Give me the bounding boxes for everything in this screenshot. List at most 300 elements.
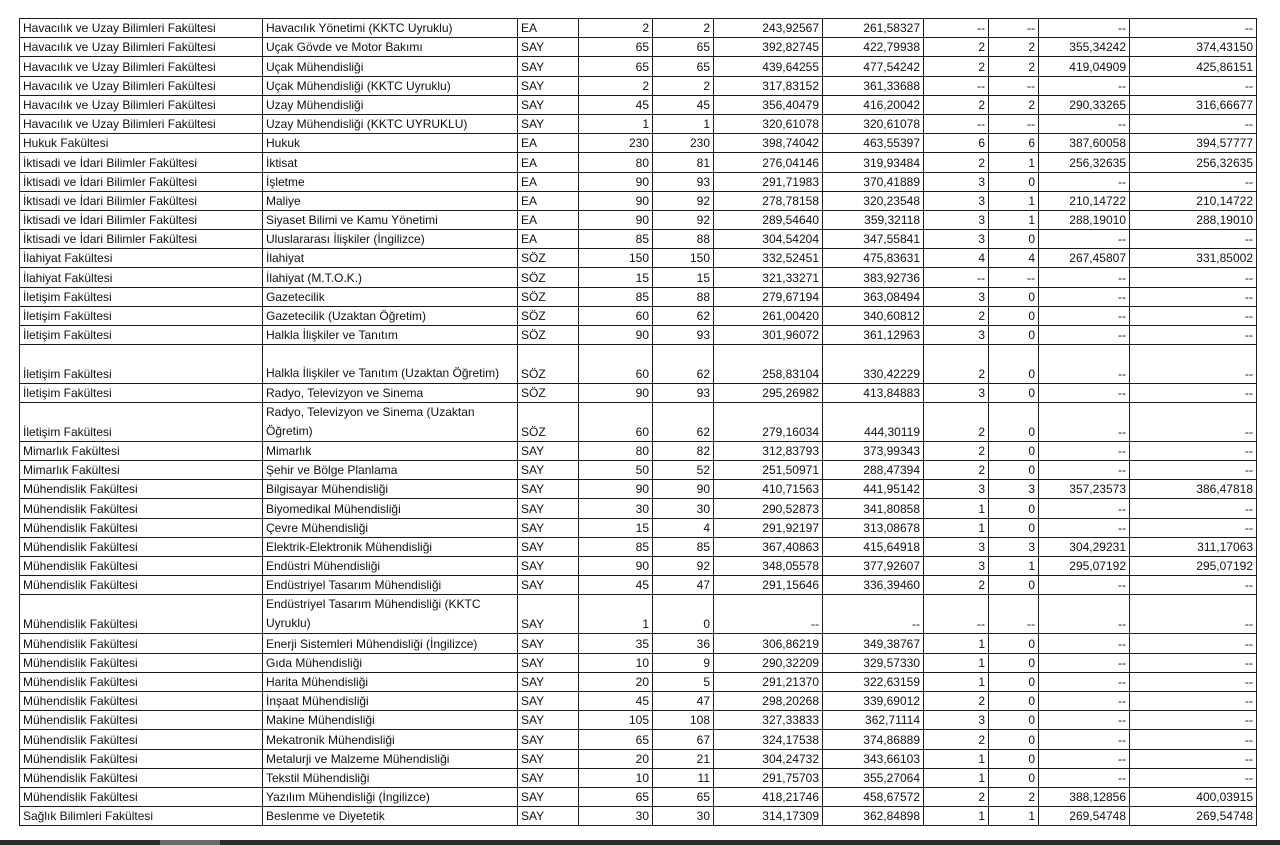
- extra-quota-cell: 3: [924, 191, 989, 210]
- extra-min-score-cell: 419,04909: [1039, 57, 1130, 76]
- max-score-cell: 415,64918: [823, 537, 924, 556]
- extra-min-score-cell: 290,33265: [1039, 95, 1130, 114]
- quota-cell: 30: [579, 499, 653, 518]
- program-cell: Enerji Sistemleri Mühendisliği (İngilizce): [263, 634, 518, 653]
- extra-max-score-cell: 425,86151: [1130, 57, 1257, 76]
- extra-min-score-cell: --: [1039, 653, 1130, 672]
- extra-placed-cell: 3: [989, 537, 1039, 556]
- quota-cell: 45: [579, 576, 653, 595]
- quota-cell: 90: [579, 191, 653, 210]
- faculty-cell: Havacılık ve Uzay Bilimleri Fakültesi: [20, 95, 263, 114]
- extra-max-score-cell: --: [1130, 576, 1257, 595]
- faculty-cell: Mimarlık Fakültesi: [20, 461, 263, 480]
- max-score-cell: 370,41889: [823, 172, 924, 191]
- placed-cell: 90: [653, 480, 714, 499]
- placed-cell: 36: [653, 634, 714, 653]
- table-row: [20, 230, 1257, 249]
- quota-cell: 60: [579, 306, 653, 325]
- extra-placed-cell: 4: [989, 249, 1039, 268]
- score-type-cell: SAY: [518, 595, 579, 634]
- extra-quota-cell: 2: [924, 95, 989, 114]
- faculty-cell: Havacılık ve Uzay Bilimleri Fakültesi: [20, 19, 263, 38]
- extra-quota-cell: 2: [924, 787, 989, 806]
- extra-placed-cell: 0: [989, 345, 1039, 384]
- placed-cell: 93: [653, 326, 714, 345]
- program-cell: İktisat: [263, 153, 518, 172]
- extra-quota-cell: 3: [924, 557, 989, 576]
- quota-cell: 45: [579, 95, 653, 114]
- placed-cell: 2: [653, 76, 714, 95]
- table-row: [20, 268, 1257, 287]
- faculty-cell: Mühendislik Fakültesi: [20, 595, 263, 634]
- quota-cell: 85: [579, 230, 653, 249]
- extra-quota-cell: 2: [924, 576, 989, 595]
- extra-max-score-cell: --: [1130, 672, 1257, 691]
- quota-cell: 10: [579, 768, 653, 787]
- table-row: [20, 749, 1257, 768]
- table-row: [20, 807, 1257, 826]
- extra-placed-cell: 0: [989, 634, 1039, 653]
- faculty-cell: İktisadi ve İdari Bilimler Fakültesi: [20, 210, 263, 229]
- extra-quota-cell: 1: [924, 518, 989, 537]
- table-row: [20, 768, 1257, 787]
- max-score-cell: 477,54242: [823, 57, 924, 76]
- placed-cell: 65: [653, 787, 714, 806]
- score-table: [19, 18, 1257, 826]
- score-type-cell: SAY: [518, 634, 579, 653]
- quota-cell: 2: [579, 19, 653, 38]
- extra-quota-cell: 3: [924, 711, 989, 730]
- program-cell: İlahiyat: [263, 249, 518, 268]
- score-type-cell: SÖZ: [518, 383, 579, 402]
- table-row: [20, 345, 1257, 384]
- quota-cell: 35: [579, 634, 653, 653]
- max-score-cell: 339,69012: [823, 691, 924, 710]
- table-row: [20, 557, 1257, 576]
- quota-cell: 1: [579, 595, 653, 634]
- placed-cell: 93: [653, 383, 714, 402]
- extra-placed-cell: 0: [989, 402, 1039, 441]
- extra-min-score-cell: --: [1039, 730, 1130, 749]
- extra-quota-cell: --: [924, 595, 989, 634]
- table-row: [20, 210, 1257, 229]
- placed-cell: 82: [653, 441, 714, 460]
- quota-cell: 90: [579, 383, 653, 402]
- extra-min-score-cell: --: [1039, 114, 1130, 133]
- extra-min-score-cell: 267,45807: [1039, 249, 1130, 268]
- score-type-cell: SÖZ: [518, 402, 579, 441]
- extra-placed-cell: --: [989, 595, 1039, 634]
- program-cell: Endüstri Mühendisliği: [263, 557, 518, 576]
- extra-max-score-cell: --: [1130, 768, 1257, 787]
- extra-quota-cell: 1: [924, 768, 989, 787]
- quota-cell: 65: [579, 38, 653, 57]
- min-score-cell: 291,71983: [714, 172, 823, 191]
- extra-min-score-cell: --: [1039, 268, 1130, 287]
- max-score-cell: 441,95142: [823, 480, 924, 499]
- table-row: [20, 672, 1257, 691]
- max-score-cell: 336,39460: [823, 576, 924, 595]
- quota-cell: 90: [579, 480, 653, 499]
- extra-quota-cell: 2: [924, 57, 989, 76]
- min-score-cell: 317,83152: [714, 76, 823, 95]
- quota-cell: 90: [579, 557, 653, 576]
- min-score-cell: --: [714, 595, 823, 634]
- faculty-cell: Mühendislik Fakültesi: [20, 557, 263, 576]
- program-cell: Uzay Mühendisliği (KKTC UYRUKLU): [263, 114, 518, 133]
- faculty-cell: Mühendislik Fakültesi: [20, 518, 263, 537]
- score-type-cell: SAY: [518, 768, 579, 787]
- extra-max-score-cell: 311,17063: [1130, 537, 1257, 556]
- score-type-cell: SAY: [518, 499, 579, 518]
- table-row: [20, 480, 1257, 499]
- score-type-cell: SÖZ: [518, 306, 579, 325]
- quota-cell: 1: [579, 114, 653, 133]
- quota-cell: 230: [579, 134, 653, 153]
- max-score-cell: 288,47394: [823, 461, 924, 480]
- extra-placed-cell: 0: [989, 749, 1039, 768]
- max-score-cell: 355,27064: [823, 768, 924, 787]
- extra-max-score-cell: 295,07192: [1130, 557, 1257, 576]
- table-row: [20, 19, 1257, 38]
- table-row: [20, 518, 1257, 537]
- extra-max-score-cell: --: [1130, 461, 1257, 480]
- score-type-cell: EA: [518, 210, 579, 229]
- quota-cell: 105: [579, 711, 653, 730]
- placed-cell: 11: [653, 768, 714, 787]
- extra-min-score-cell: --: [1039, 634, 1130, 653]
- min-score-cell: 327,33833: [714, 711, 823, 730]
- extra-max-score-cell: --: [1130, 268, 1257, 287]
- placed-cell: 81: [653, 153, 714, 172]
- placed-cell: 30: [653, 499, 714, 518]
- table-row: [20, 576, 1257, 595]
- score-type-cell: SAY: [518, 653, 579, 672]
- extra-min-score-cell: 304,29231: [1039, 537, 1130, 556]
- program-cell: Maliye: [263, 191, 518, 210]
- table-row: [20, 191, 1257, 210]
- min-score-cell: 301,96072: [714, 326, 823, 345]
- table-row: [20, 326, 1257, 345]
- score-type-cell: SAY: [518, 557, 579, 576]
- extra-placed-cell: 0: [989, 653, 1039, 672]
- score-type-cell: SAY: [518, 114, 579, 133]
- extra-quota-cell: 1: [924, 499, 989, 518]
- score-type-cell: SAY: [518, 787, 579, 806]
- placed-cell: 67: [653, 730, 714, 749]
- extra-min-score-cell: --: [1039, 672, 1130, 691]
- max-score-cell: 444,30119: [823, 402, 924, 441]
- scrollbar-thumb[interactable]: [160, 840, 220, 845]
- min-score-cell: 295,26982: [714, 383, 823, 402]
- extra-quota-cell: 3: [924, 287, 989, 306]
- faculty-cell: İletişim Fakültesi: [20, 306, 263, 325]
- max-score-cell: 322,63159: [823, 672, 924, 691]
- extra-placed-cell: 1: [989, 191, 1039, 210]
- max-score-cell: 361,33688: [823, 76, 924, 95]
- max-score-cell: 349,38767: [823, 634, 924, 653]
- score-type-cell: EA: [518, 134, 579, 153]
- extra-placed-cell: --: [989, 19, 1039, 38]
- extra-max-score-cell: --: [1130, 230, 1257, 249]
- min-score-cell: 321,33271: [714, 268, 823, 287]
- table-row: [20, 787, 1257, 806]
- extra-max-score-cell: --: [1130, 595, 1257, 634]
- min-score-cell: 243,92567: [714, 19, 823, 38]
- program-cell: Uçak Mühendisliği (KKTC Uyruklu): [263, 76, 518, 95]
- min-score-cell: 306,86219: [714, 634, 823, 653]
- faculty-cell: İletişim Fakültesi: [20, 402, 263, 441]
- table-row: [20, 134, 1257, 153]
- program-cell: Halkla İlişkiler ve Tanıtım (Uzaktan Öğretim): [263, 345, 518, 384]
- placed-cell: 4: [653, 518, 714, 537]
- program-cell: Endüstriyel Tasarım Mühendisliği: [263, 576, 518, 595]
- extra-quota-cell: 3: [924, 480, 989, 499]
- faculty-cell: Mühendislik Fakültesi: [20, 480, 263, 499]
- extra-max-score-cell: --: [1130, 306, 1257, 325]
- extra-quota-cell: 3: [924, 537, 989, 556]
- min-score-cell: 418,21746: [714, 787, 823, 806]
- faculty-cell: Mühendislik Fakültesi: [20, 576, 263, 595]
- extra-placed-cell: 2: [989, 38, 1039, 57]
- table-row: [20, 249, 1257, 268]
- faculty-cell: Sağlık Bilimleri Fakültesi: [20, 807, 263, 826]
- max-score-cell: 463,55397: [823, 134, 924, 153]
- faculty-cell: Mühendislik Fakültesi: [20, 730, 263, 749]
- score-type-cell: SAY: [518, 95, 579, 114]
- quota-cell: 15: [579, 518, 653, 537]
- score-type-cell: SÖZ: [518, 249, 579, 268]
- extra-placed-cell: 0: [989, 326, 1039, 345]
- faculty-cell: Mühendislik Fakültesi: [20, 787, 263, 806]
- faculty-cell: Havacılık ve Uzay Bilimleri Fakültesi: [20, 57, 263, 76]
- extra-placed-cell: 0: [989, 499, 1039, 518]
- extra-min-score-cell: --: [1039, 326, 1130, 345]
- extra-placed-cell: 6: [989, 134, 1039, 153]
- extra-min-score-cell: 295,07192: [1039, 557, 1130, 576]
- faculty-cell: İktisadi ve İdari Bilimler Fakültesi: [20, 172, 263, 191]
- extra-placed-cell: 1: [989, 153, 1039, 172]
- extra-max-score-cell: --: [1130, 76, 1257, 95]
- extra-min-score-cell: --: [1039, 518, 1130, 537]
- max-score-cell: 347,55841: [823, 230, 924, 249]
- max-score-cell: 363,08494: [823, 287, 924, 306]
- min-score-cell: 290,32209: [714, 653, 823, 672]
- program-cell: İşletme: [263, 172, 518, 191]
- max-score-cell: 374,86889: [823, 730, 924, 749]
- extra-min-score-cell: --: [1039, 306, 1130, 325]
- extra-min-score-cell: --: [1039, 345, 1130, 384]
- faculty-cell: Mühendislik Fakültesi: [20, 672, 263, 691]
- extra-min-score-cell: --: [1039, 172, 1130, 191]
- table-row: [20, 653, 1257, 672]
- extra-min-score-cell: 288,19010: [1039, 210, 1130, 229]
- max-score-cell: 377,92607: [823, 557, 924, 576]
- extra-max-score-cell: --: [1130, 441, 1257, 460]
- score-type-cell: SAY: [518, 537, 579, 556]
- placed-cell: 88: [653, 287, 714, 306]
- extra-placed-cell: 1: [989, 557, 1039, 576]
- score-type-cell: SAY: [518, 57, 579, 76]
- extra-max-score-cell: --: [1130, 518, 1257, 537]
- min-score-cell: 398,74042: [714, 134, 823, 153]
- min-score-cell: 291,15646: [714, 576, 823, 595]
- min-score-cell: 258,83104: [714, 345, 823, 384]
- quota-cell: 60: [579, 402, 653, 441]
- program-cell: Siyaset Bilimi ve Kamu Yönetimi: [263, 210, 518, 229]
- extra-min-score-cell: --: [1039, 499, 1130, 518]
- max-score-cell: 313,08678: [823, 518, 924, 537]
- extra-min-score-cell: --: [1039, 749, 1130, 768]
- min-score-cell: 251,50971: [714, 461, 823, 480]
- score-type-cell: EA: [518, 172, 579, 191]
- extra-min-score-cell: 355,34242: [1039, 38, 1130, 57]
- bottom-scrollbar[interactable]: [0, 840, 1280, 845]
- min-score-cell: 324,17538: [714, 730, 823, 749]
- score-type-cell: EA: [518, 153, 579, 172]
- max-score-cell: 383,92736: [823, 268, 924, 287]
- extra-min-score-cell: 210,14722: [1039, 191, 1130, 210]
- min-score-cell: 392,82745: [714, 38, 823, 57]
- faculty-cell: İktisadi ve İdari Bilimler Fakültesi: [20, 153, 263, 172]
- program-cell: Yazılım Mühendisliği (İngilizce): [263, 787, 518, 806]
- extra-max-score-cell: 288,19010: [1130, 210, 1257, 229]
- faculty-cell: Hukuk Fakültesi: [20, 134, 263, 153]
- table-row: [20, 76, 1257, 95]
- quota-cell: 60: [579, 345, 653, 384]
- score-type-cell: SAY: [518, 691, 579, 710]
- extra-quota-cell: 2: [924, 402, 989, 441]
- extra-placed-cell: 2: [989, 787, 1039, 806]
- max-score-cell: 330,42229: [823, 345, 924, 384]
- placed-cell: 88: [653, 230, 714, 249]
- placed-cell: 65: [653, 38, 714, 57]
- extra-placed-cell: 0: [989, 287, 1039, 306]
- extra-quota-cell: 2: [924, 345, 989, 384]
- min-score-cell: 279,16034: [714, 402, 823, 441]
- min-score-cell: 276,04146: [714, 153, 823, 172]
- extra-max-score-cell: --: [1130, 402, 1257, 441]
- program-cell: Elektrik-Elektronik Mühendisliği: [263, 537, 518, 556]
- extra-quota-cell: --: [924, 19, 989, 38]
- extra-placed-cell: 0: [989, 576, 1039, 595]
- extra-quota-cell: 2: [924, 461, 989, 480]
- extra-min-score-cell: --: [1039, 287, 1130, 306]
- extra-min-score-cell: --: [1039, 441, 1130, 460]
- extra-min-score-cell: --: [1039, 691, 1130, 710]
- extra-min-score-cell: --: [1039, 76, 1130, 95]
- faculty-cell: Mühendislik Fakültesi: [20, 768, 263, 787]
- extra-min-score-cell: --: [1039, 576, 1130, 595]
- score-type-cell: SÖZ: [518, 326, 579, 345]
- extra-quota-cell: 1: [924, 653, 989, 672]
- min-score-cell: 279,67194: [714, 287, 823, 306]
- score-type-cell: SÖZ: [518, 345, 579, 384]
- extra-placed-cell: 1: [989, 210, 1039, 229]
- extra-max-score-cell: --: [1130, 749, 1257, 768]
- program-cell: Mimarlık: [263, 441, 518, 460]
- placed-cell: 93: [653, 172, 714, 191]
- extra-max-score-cell: --: [1130, 711, 1257, 730]
- max-score-cell: 320,23548: [823, 191, 924, 210]
- placed-cell: 0: [653, 595, 714, 634]
- max-score-cell: 422,79938: [823, 38, 924, 57]
- extra-max-score-cell: 316,66677: [1130, 95, 1257, 114]
- faculty-cell: Mühendislik Fakültesi: [20, 653, 263, 672]
- faculty-cell: İktisadi ve İdari Bilimler Fakültesi: [20, 230, 263, 249]
- min-score-cell: 314,17309: [714, 807, 823, 826]
- max-score-cell: 458,67572: [823, 787, 924, 806]
- program-cell: Metalurji ve Malzeme Mühendisliği: [263, 749, 518, 768]
- extra-placed-cell: 0: [989, 172, 1039, 191]
- extra-min-score-cell: 256,32635: [1039, 153, 1130, 172]
- program-cell: Havacılık Yönetimi (KKTC Uyruklu): [263, 19, 518, 38]
- table-row: [20, 730, 1257, 749]
- program-cell: Radyo, Televizyon ve Sinema (Uzaktan Öğretim): [263, 402, 518, 441]
- score-type-cell: SAY: [518, 730, 579, 749]
- placed-cell: 2: [653, 19, 714, 38]
- min-score-cell: 312,83793: [714, 441, 823, 460]
- extra-quota-cell: 3: [924, 383, 989, 402]
- faculty-cell: Havacılık ve Uzay Bilimleri Fakültesi: [20, 114, 263, 133]
- min-score-cell: 298,20268: [714, 691, 823, 710]
- quota-cell: 90: [579, 210, 653, 229]
- faculty-cell: İktisadi ve İdari Bilimler Fakültesi: [20, 191, 263, 210]
- quota-cell: 90: [579, 172, 653, 191]
- max-score-cell: 359,32118: [823, 210, 924, 229]
- score-type-cell: EA: [518, 191, 579, 210]
- program-cell: Halkla İlişkiler ve Tanıtım: [263, 326, 518, 345]
- program-cell: Uzay Mühendisliği: [263, 95, 518, 114]
- extra-quota-cell: 1: [924, 672, 989, 691]
- program-cell: Hukuk: [263, 134, 518, 153]
- max-score-cell: 373,99343: [823, 441, 924, 460]
- quota-cell: 20: [579, 672, 653, 691]
- quota-cell: 80: [579, 153, 653, 172]
- extra-max-score-cell: --: [1130, 172, 1257, 191]
- placed-cell: 230: [653, 134, 714, 153]
- table-row: [20, 461, 1257, 480]
- min-score-cell: 332,52451: [714, 249, 823, 268]
- max-score-cell: 340,60812: [823, 306, 924, 325]
- extra-quota-cell: --: [924, 114, 989, 133]
- quota-cell: 80: [579, 441, 653, 460]
- extra-min-score-cell: 357,23573: [1039, 480, 1130, 499]
- extra-placed-cell: --: [989, 114, 1039, 133]
- placed-cell: 52: [653, 461, 714, 480]
- extra-max-score-cell: --: [1130, 287, 1257, 306]
- score-type-cell: SAY: [518, 749, 579, 768]
- extra-placed-cell: 0: [989, 383, 1039, 402]
- extra-quota-cell: 3: [924, 326, 989, 345]
- table-row: [20, 114, 1257, 133]
- faculty-cell: İletişim Fakültesi: [20, 383, 263, 402]
- faculty-cell: Mühendislik Fakültesi: [20, 499, 263, 518]
- table-row: [20, 691, 1257, 710]
- placed-cell: 92: [653, 191, 714, 210]
- min-score-cell: 304,24732: [714, 749, 823, 768]
- min-score-cell: 439,64255: [714, 57, 823, 76]
- table-row: [20, 38, 1257, 57]
- faculty-cell: Mühendislik Fakültesi: [20, 691, 263, 710]
- extra-placed-cell: 0: [989, 711, 1039, 730]
- quota-cell: 30: [579, 807, 653, 826]
- min-score-cell: 367,40863: [714, 537, 823, 556]
- placed-cell: 21: [653, 749, 714, 768]
- max-score-cell: 413,84883: [823, 383, 924, 402]
- quota-cell: 15: [579, 268, 653, 287]
- extra-max-score-cell: --: [1130, 19, 1257, 38]
